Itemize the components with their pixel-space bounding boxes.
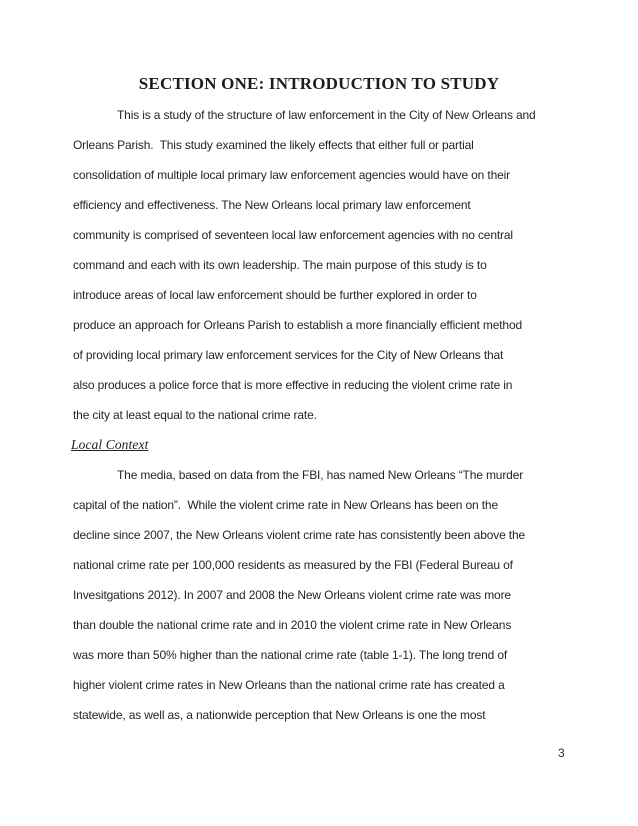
page-number: 3 <box>558 746 565 760</box>
section-heading: Local Context <box>71 437 149 452</box>
text-line: than double the national crime rate and in 2010 the violent crime rate in New Orleans <box>73 618 512 632</box>
paragraph-local-context <box>73 460 565 730</box>
text-line: was more than 50% higher than the national crime rate (table 1-1). The long trend of <box>73 648 508 662</box>
text-line: Invesitgations 2012). In 2007 and 2008 the New Orleans violent crime rate was more <box>73 588 511 602</box>
text-line: decline since 2007, the New Orleans violent crime rate has consistently been above the <box>73 528 526 542</box>
page-content <box>73 100 565 730</box>
text-line: statewide, as well as, a nationwide perception that New Orleans is one the most <box>73 708 486 722</box>
text-line: The media, based on data from the FBI, has named New Orleans “The murder <box>117 468 524 482</box>
text-line: the city at least equal to the national crime rate. <box>73 408 317 422</box>
text-line: community is comprised of seventeen local law enforcement agencies with no central <box>73 228 513 242</box>
text-line: consolidation of multiple local primary law enforcement agencies would have on their <box>73 168 510 182</box>
text-line: of providing local primary law enforcement services for the City of New Orleans that <box>73 348 504 362</box>
text-line: command and each with its own leadership. The main purpose of this study is to <box>73 258 487 272</box>
text-line: This is a study of the structure of law enforcement in the City of New Orleans and <box>117 108 536 122</box>
text-line: also produces a police force that is more effective in reducing the violent crime rate in <box>73 378 513 392</box>
text-line: efficiency and effectiveness. The New Orleans local primary law enforcement <box>73 198 471 212</box>
text-line: higher violent crime rates in New Orleans than the national crime rate has created a <box>73 678 505 692</box>
text-line: introduce areas of local law enforcement should be further explored in order to <box>73 288 477 302</box>
text-line: national crime rate per 100,000 residents as measured by the FBI (Federal Bureau of <box>73 558 513 572</box>
section-heading-row <box>71 430 565 460</box>
section-title: SECTION ONE: INTRODUCTION TO STUDY <box>138 74 500 93</box>
paragraph-intro <box>73 100 565 430</box>
text-line: capital of the nation”. While the violent crime rate in New Orleans has been on the <box>73 498 498 512</box>
text-line: Orleans Parish. This study examined the likely effects that either full or partial <box>73 138 474 152</box>
text-line: produce an approach for Orleans Parish to establish a more financially efficient method <box>73 318 522 332</box>
